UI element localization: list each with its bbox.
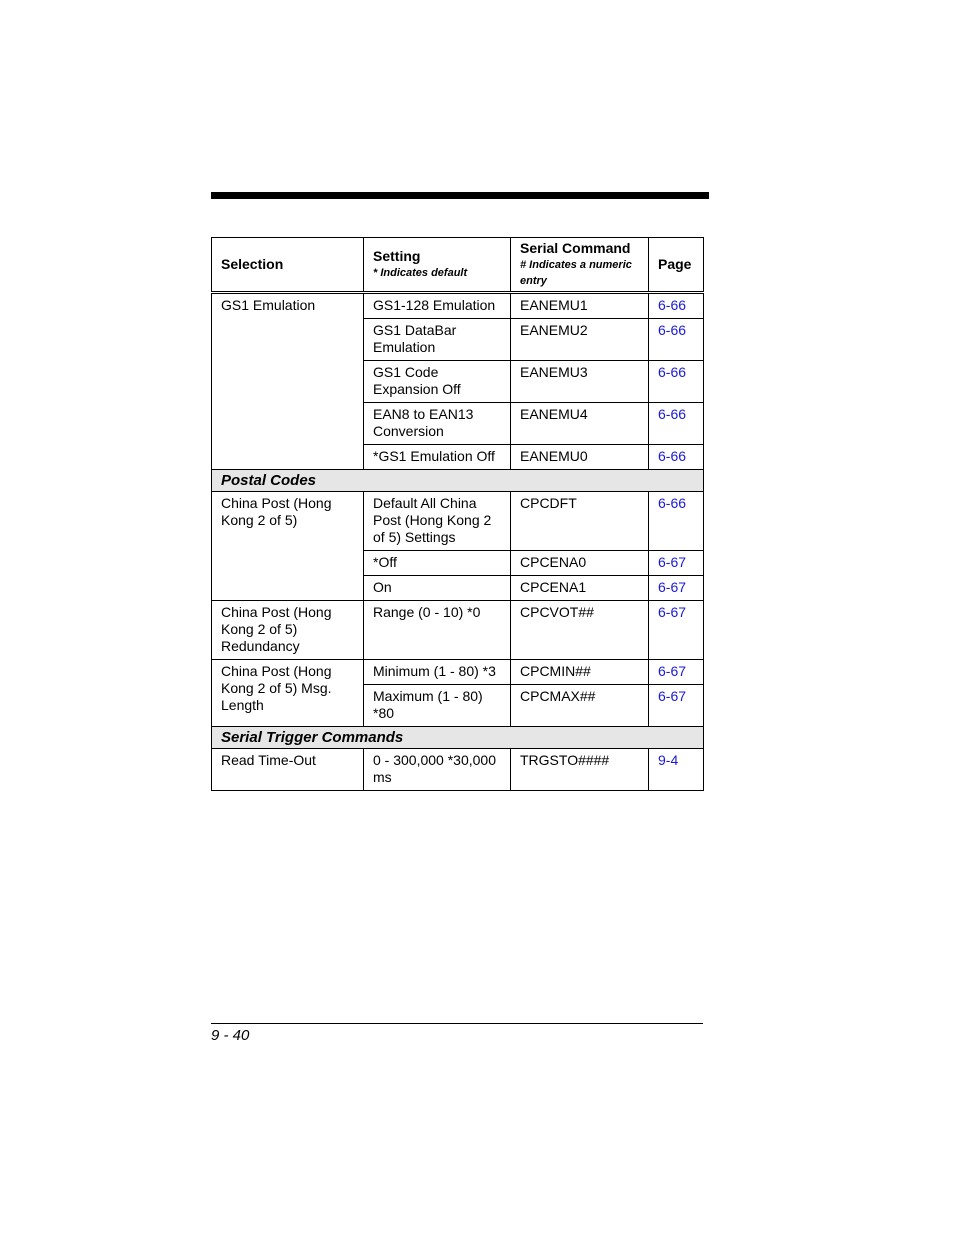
selection-cell: Read Time-Out [212,749,364,791]
page-link[interactable]: 6-66 [658,406,687,422]
command-cell: EANEMU3 [511,361,649,403]
section-row-postal-codes [212,470,704,492]
setting-cell: GS1-128 Emulation [364,293,511,319]
section-title: Serial Trigger Commands [212,727,704,749]
header-serial-command-label: Serial Command [520,240,631,256]
command-cell: CPCVOT## [511,601,649,660]
page-link[interactable]: 6-67 [658,604,687,620]
command-cell: CPCMAX## [511,685,649,727]
table-row [212,492,704,551]
setting-cell: *Off [364,551,511,576]
page-link[interactable]: 6-66 [658,364,687,380]
table-header-row [212,238,704,293]
command-cell: CPCDFT [511,492,649,551]
page-cell [649,576,704,601]
page-number: 9 - 40 [211,1027,250,1044]
page-link[interactable]: 9-4 [658,752,679,768]
table-row [212,660,704,685]
header-serial-command [511,238,649,293]
section-row-serial-trigger-commands [212,727,704,749]
page-cell [649,492,704,551]
page-cell [649,293,704,319]
command-cell: CPCMIN## [511,660,649,685]
command-table [211,237,704,791]
page-link[interactable]: 6-66 [658,448,687,464]
setting-cell: GS1 DataBar Emulation [364,319,511,361]
page-cell [649,319,704,361]
header-setting-label: Setting [373,248,421,264]
page-cell [649,685,704,727]
footer-rule [211,1023,703,1024]
setting-cell: 0 - 300,000 *30,000 ms [364,749,511,791]
table-row [212,601,704,660]
page-cell [649,403,704,445]
command-cell: EANEMU1 [511,293,649,319]
selection-cell: China Post (Hong Kong 2 of 5) Msg. Length [212,660,364,727]
command-cell: CPCENA1 [511,576,649,601]
header-setting-note: * Indicates default [373,267,468,279]
setting-cell: *GS1 Emulation Off [364,445,511,470]
page-cell [649,551,704,576]
page-link[interactable]: 6-67 [658,579,687,595]
command-cell: CPCENA0 [511,551,649,576]
command-cell: EANEMU2 [511,319,649,361]
setting-cell: EAN8 to EAN13 Conversion [364,403,511,445]
page-link[interactable]: 6-66 [658,495,687,511]
selection-cell: China Post (Hong Kong 2 of 5) Redundancy [212,601,364,660]
page-cell [649,601,704,660]
page-cell [649,749,704,791]
page-cell [649,660,704,685]
page-link[interactable]: 6-66 [658,297,687,313]
page-link[interactable]: 6-67 [658,663,687,679]
setting-cell: Default All China Post (Hong Kong 2 of 5) Settings [364,492,511,551]
header-setting [364,238,511,293]
setting-cell: Maximum (1 - 80) *80 [364,685,511,727]
header-page: Page [649,238,704,293]
command-cell: TRGSTO#### [511,749,649,791]
setting-cell: On [364,576,511,601]
page-link[interactable]: 6-66 [658,322,687,338]
setting-cell: GS1 Code Expansion Off [364,361,511,403]
selection-cell: China Post (Hong Kong 2 of 5) [212,492,364,601]
header-serial-command-note: # Indicates a numeric entry [520,259,632,287]
section-title: Postal Codes [212,470,704,492]
setting-cell: Minimum (1 - 80) *3 [364,660,511,685]
table-row [212,293,704,319]
table-row [212,749,704,791]
page-cell [649,445,704,470]
top-rule [211,192,709,199]
command-cell: EANEMU4 [511,403,649,445]
setting-cell: Range (0 - 10) *0 [364,601,511,660]
command-cell: EANEMU0 [511,445,649,470]
header-selection: Selection [212,238,364,293]
page-link[interactable]: 6-67 [658,688,687,704]
page-cell [649,361,704,403]
page-link[interactable]: 6-67 [658,554,687,570]
selection-cell: GS1 Emulation [212,293,364,470]
